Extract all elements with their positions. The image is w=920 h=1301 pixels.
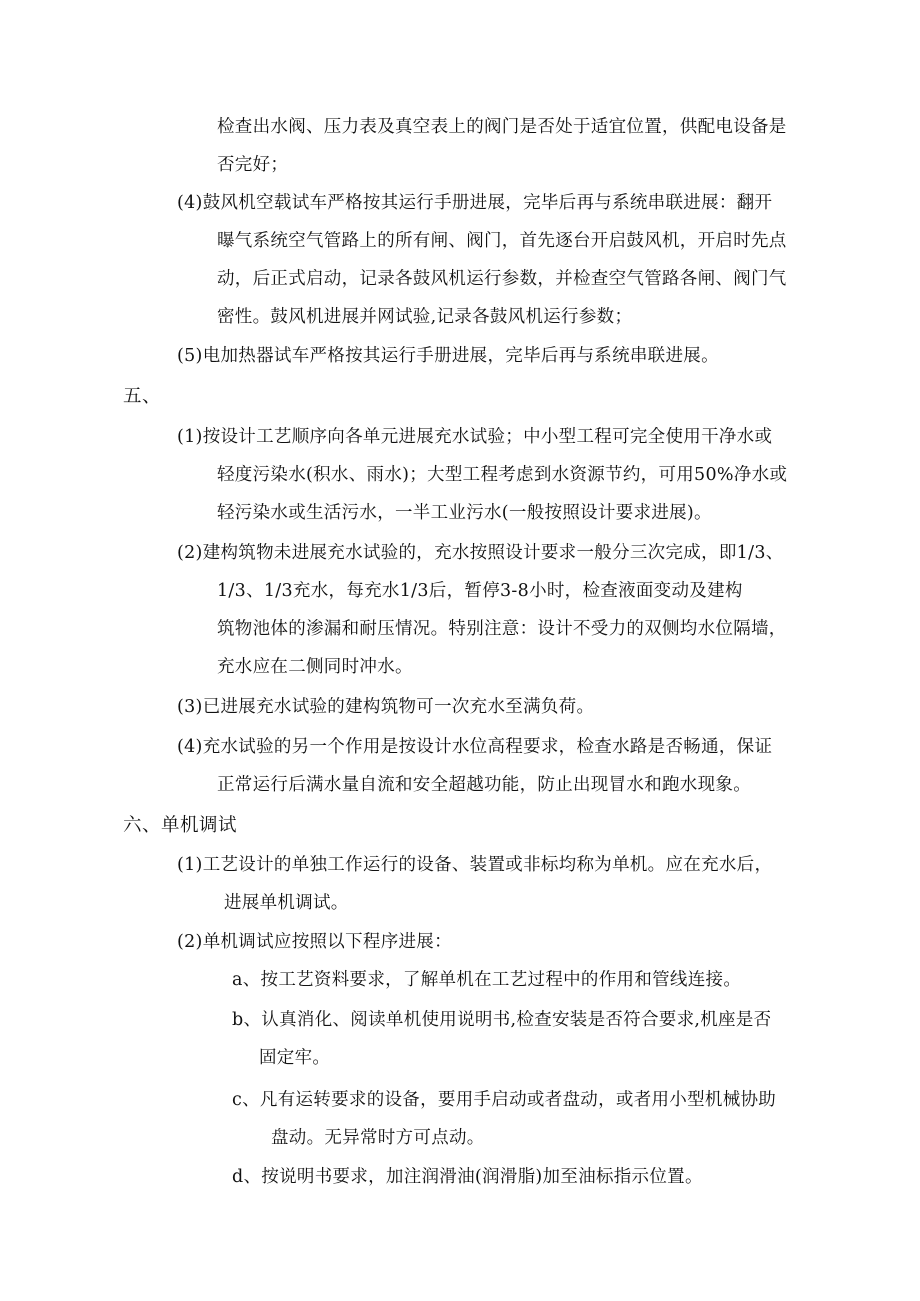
list-item-line: 充水应在二侧同时冲水。: [217, 657, 413, 677]
paragraph-line: 检查出水阀、压力表及真空表上的阀门是否处于适宜位置，供配电设备是: [217, 117, 787, 137]
list-item-line: 轻污染水或生活污水，一半工业污水(一般按照设计要求进展)。: [217, 503, 712, 523]
sub-item-line: 盘动。无异常时方可点动。: [271, 1128, 485, 1148]
list-item-line: (4)充水试验的另一个作用是按设计水位高程要求，检查水路是否畅通，保证: [177, 737, 773, 757]
list-item-line: 正常运行后满水量自流和安全超越功能，防止出现冒水和跑水现象。: [217, 775, 751, 795]
list-item-line: (1)工艺设计的单独工作运行的设备、装置或非标均称为单机。应在充水后，: [177, 855, 773, 875]
list-item-line: 曝气系统空气管路上的所有闸、阀门，首先逐台开启鼓风机，开启时先点: [217, 231, 787, 251]
list-item-line: (1)按设计工艺顺序向各单元进展充水试验；中小型工程可完全使用干净水或: [177, 427, 773, 447]
list-item-line: 1/3、1/3充水，每充水1/3后，暂停3-8小时，检查液面变动及建构: [217, 581, 743, 601]
list-item-line: (5)电加热器试车严格按其运行手册进展，完毕后再与系统串联进展。: [177, 346, 719, 366]
section-heading: 五、: [123, 386, 162, 407]
list-item-line: (4)鼓风机空载试车严格按其运行手册进展，完毕后再与系统串联进展：翻开: [177, 193, 773, 213]
list-item-line: (2)单机调试应按照以下程序进展：: [177, 932, 452, 952]
list-item-line: 密性。鼓风机进展并网试验,记录各鼓风机运行参数；: [217, 307, 633, 327]
list-item-line: (3)已进展充水试验的建构筑物可一次充水至满负荷。: [177, 697, 595, 717]
list-item-line: (2)建构筑物未进展充水试验的，充水按照设计要求一般分三次完成，即1/3、: [177, 543, 784, 563]
paragraph-line: 否完好；: [217, 155, 289, 175]
list-item-line: 动，后正式启动，记录各鼓风机运行参数，并检查空气管路各闸、阀门气: [217, 269, 787, 289]
list-item-line: 轻度污染水(积水、雨水)；大型工程考虑到水资源节约，可用50%净水或: [217, 465, 788, 485]
section-heading: 六、单机调试: [123, 815, 238, 836]
sub-item-line: b、认真消化、阅读单机使用说明书,检查安装是否符合要求,机座是否: [232, 1010, 772, 1030]
sub-item-line: 固定牢。: [259, 1048, 331, 1068]
list-item-line: 筑物池体的渗漏和耐压情况。特别注意：设计不受力的双侧均水位隔墙，: [217, 619, 787, 639]
sub-item-line: c、凡有运转要求的设备，要用手启动或者盘动，或者用小型机械协助: [232, 1090, 777, 1110]
list-item-line: 进展单机调试。: [224, 893, 349, 913]
sub-item-line: d、按说明书要求，加注润滑油(润滑脂)加至油标指示位置。: [232, 1167, 703, 1187]
sub-item-line: a、按工艺资料要求，了解单机在工艺过程中的作用和管线连接。: [232, 970, 742, 990]
